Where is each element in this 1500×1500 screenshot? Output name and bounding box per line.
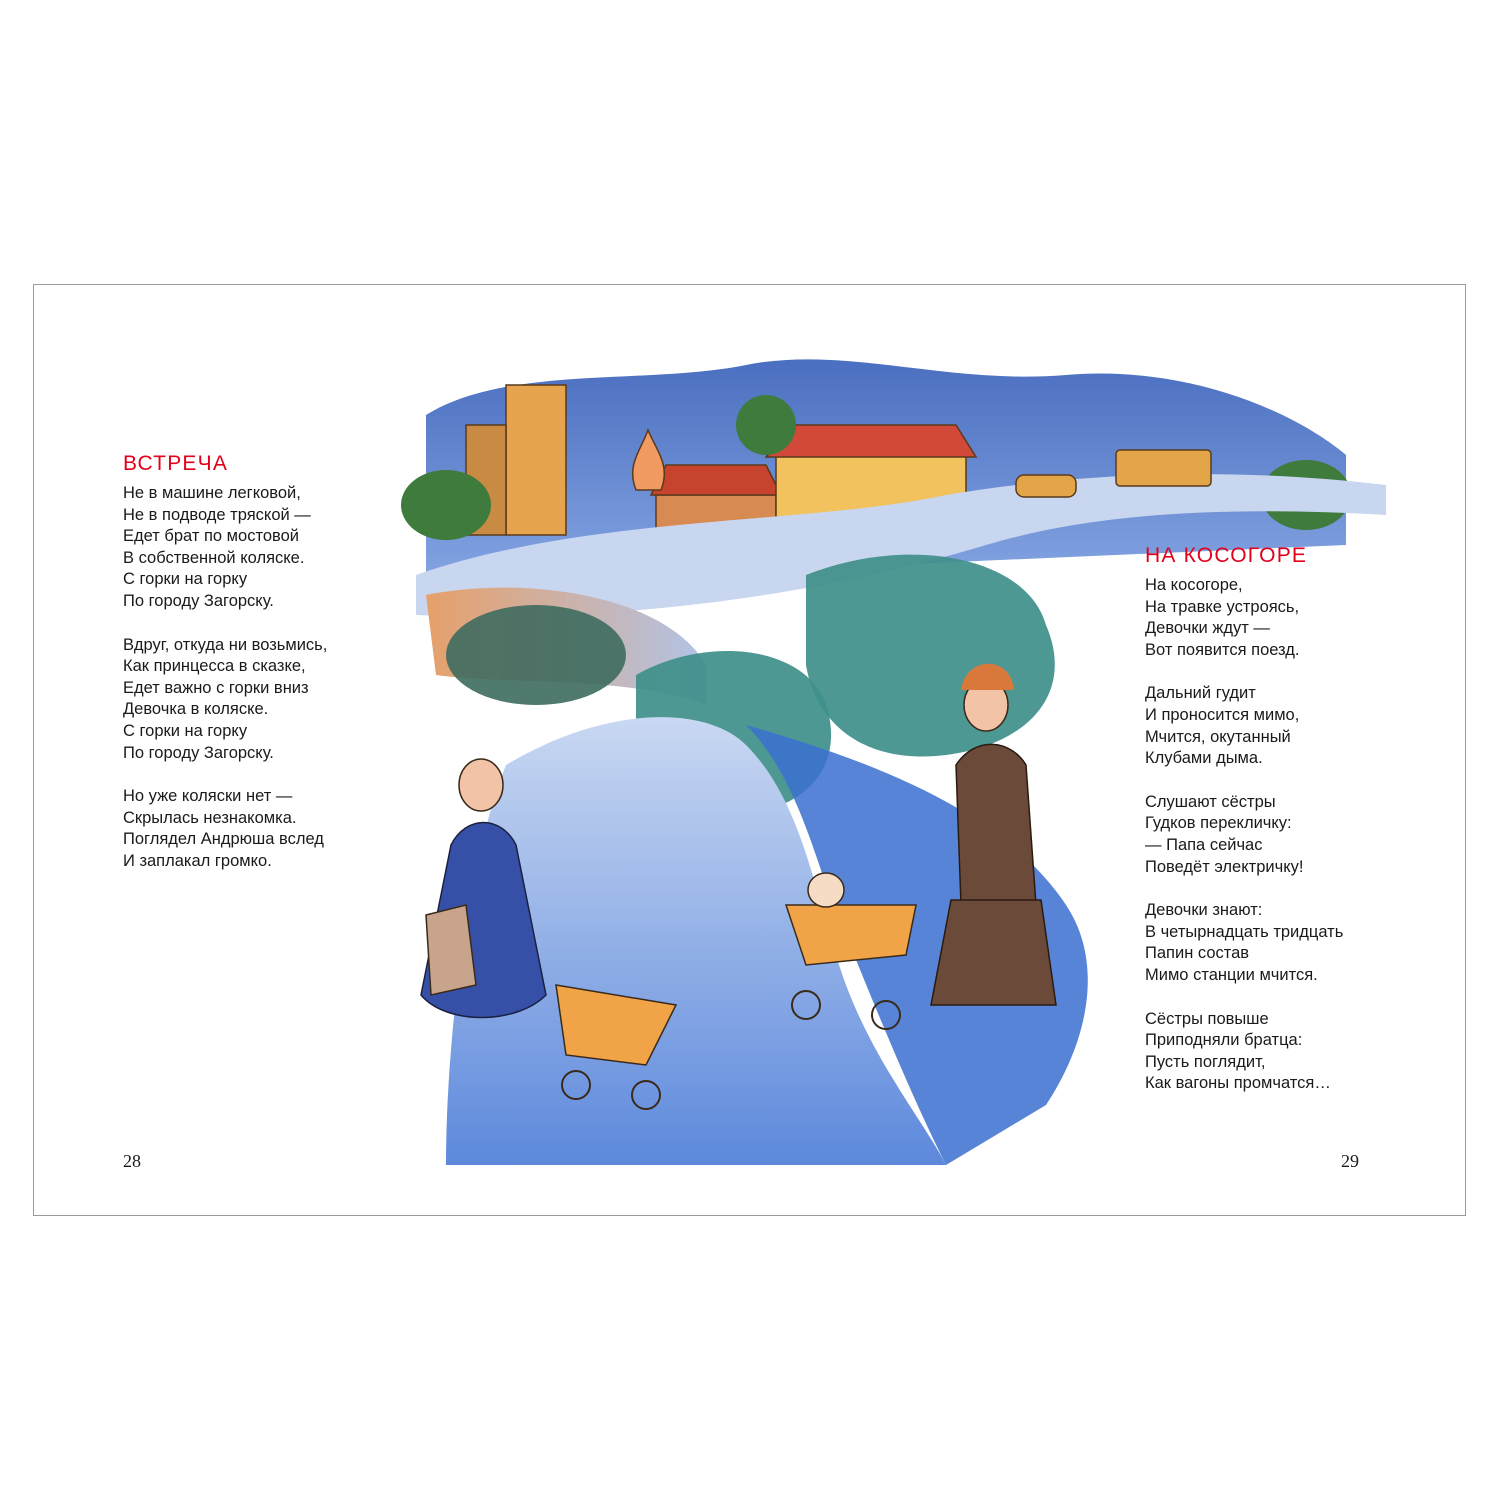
poem-line: И заплакал громко. (123, 851, 272, 870)
poem-line: В собственной коляске. (123, 548, 305, 567)
poem-line: Поведёт электричку! (1145, 857, 1304, 876)
stanza (123, 483, 423, 613)
poem-line: Девочки знают: (1145, 901, 1263, 920)
stroller-right (786, 905, 916, 965)
woman-left-head (459, 759, 503, 811)
stanza (123, 635, 423, 765)
stanza (1145, 683, 1445, 769)
poem-na-kosogore (1145, 543, 1445, 1117)
roof (651, 465, 781, 495)
poem-line: Не в подводе тряской — (123, 505, 311, 524)
poem-line: Клубами дыма. (1145, 749, 1263, 768)
woman-right-skirt (931, 900, 1056, 1005)
poem-line: Как принцесса в сказке, (123, 657, 306, 676)
poem-title-left: ВСТРЕЧА (123, 452, 229, 475)
poem-line: Гудков перекличку: (1145, 814, 1292, 833)
poem-line: Скрылась незнакомка. (123, 808, 297, 827)
poem-vstrecha (123, 451, 423, 895)
stanza (123, 786, 423, 872)
poem-title-right: НА КОСОГОРЕ (1145, 544, 1308, 567)
poem-line: Слушают сёстры (1145, 792, 1276, 811)
page-number-right: 29 (1341, 1151, 1359, 1171)
baby-head (808, 873, 844, 907)
poem-line: Вдруг, откуда ни возьмись, (123, 635, 328, 654)
stanza (1145, 1009, 1445, 1095)
poem-line: Папин состав (1145, 944, 1250, 963)
poem-line: Мимо станции мчится. (1145, 965, 1318, 984)
apartment-building (506, 385, 566, 535)
stanza (1145, 792, 1445, 878)
poem-line: Пусть поглядит, (1145, 1052, 1266, 1071)
poem-line: Едет брат по мостовой (123, 527, 299, 546)
car (1016, 475, 1076, 497)
page-number-left: 28 (123, 1151, 141, 1171)
woman-right-coat (956, 744, 1036, 905)
poem-line: Едет важно с горки вниз (123, 678, 309, 697)
poem-line: Дальний гудит (1145, 684, 1256, 703)
poem-line: На травке устроясь, (1145, 597, 1300, 616)
poem-line: Поглядел Андрюша вслед (123, 830, 324, 849)
poem-line: С горки на горку (123, 570, 248, 589)
tree-big (806, 555, 1055, 757)
poem-line: Как вагоны промчатся… (1145, 1074, 1331, 1093)
poem-line: По городу Загорску. (123, 591, 274, 610)
poem-line: С горки на горку (123, 721, 248, 740)
tree (736, 395, 796, 455)
truck (1116, 450, 1211, 486)
bush (446, 605, 626, 705)
poem-line: Но уже коляски нет — (123, 787, 293, 806)
poem-line: И проносится мимо, (1145, 705, 1300, 724)
poem-line: Не в машине легковой, (123, 484, 301, 502)
stanza (1145, 900, 1445, 986)
poem-line: По городу Загорску. (123, 743, 274, 762)
poem-line: Мчится, окутанный (1145, 727, 1291, 746)
poem-line: — Папа сейчас (1145, 835, 1263, 854)
poem-line: На косогоре, (1145, 576, 1243, 594)
tree (401, 470, 491, 540)
poem-line: Приподняли братца: (1145, 1031, 1303, 1050)
poem-line: В четырнадцать тридцать (1145, 922, 1344, 941)
roof (766, 425, 976, 457)
poem-line: Сёстры повыше (1145, 1009, 1269, 1028)
poem-line: Девочки ждут — (1145, 619, 1270, 638)
poem-line: Девочка в коляске. (123, 700, 269, 719)
stanza (1145, 575, 1445, 661)
poem-line: Вот появится поезд. (1145, 640, 1300, 659)
book-spread (33, 284, 1466, 1216)
